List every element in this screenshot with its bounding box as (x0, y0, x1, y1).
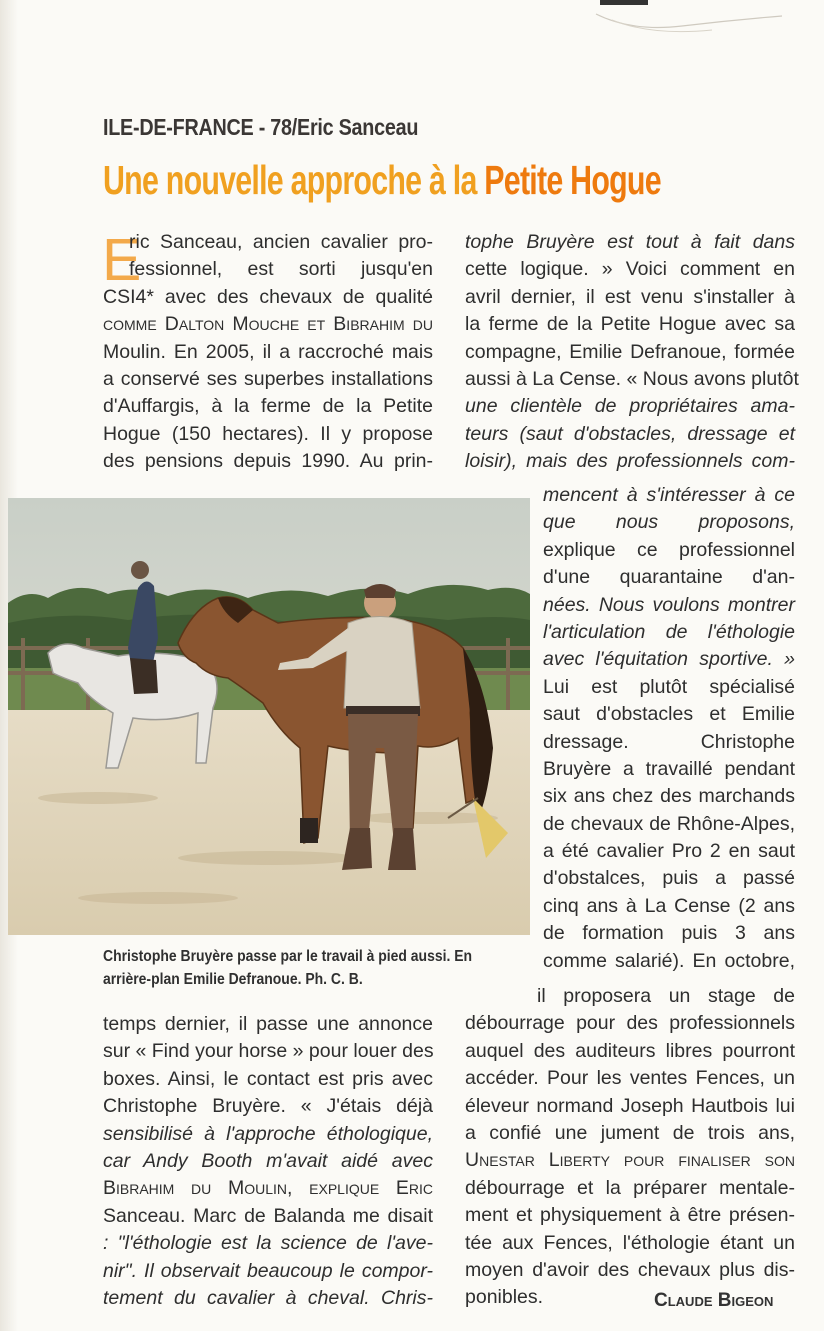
text-line: teurs (saut d'obstacles, dressage et (465, 422, 795, 445)
text-line: nir". Il observait beaucoup le compor- (103, 1259, 433, 1282)
column-left-top (103, 229, 433, 476)
text-line: explique ce professionnel (543, 538, 795, 561)
text-line: car Andy Booth m'avait aidé avec (103, 1149, 433, 1172)
text-line: sensibilisé à l'approche éthologique, (103, 1122, 433, 1145)
text-line: d'Auffargis, à la ferme de la Petite (103, 395, 433, 418)
text-line: mencent à s'intéresser à ce (543, 484, 795, 506)
text-line: l'articulation de l'éthologie (543, 620, 795, 643)
text-line: saut d'obstacles et Emilie (543, 703, 795, 726)
column-right-top (465, 229, 799, 476)
text-line: sur « Find your horse » pour louer des (103, 1040, 434, 1063)
text-line: tement du cavalier à cheval. Chris- (103, 1286, 433, 1309)
headline-part1: Une nouvelle approche à la (103, 157, 485, 203)
text-line: avec l'équitation sportive. » (543, 648, 795, 671)
text-line: Lui est plutôt spécialisé (543, 675, 795, 698)
text-line: éleveur normand Joseph Hautbois lui (465, 1094, 795, 1117)
text-line: fessionnel, est sorti jusqu'en (129, 258, 433, 281)
text-line: la ferme de la Petite Hogue avec sa (465, 313, 795, 336)
pen-scribble (592, 6, 792, 40)
text-line: loisir), mais des professionnels com- (465, 450, 795, 473)
text-line: cinq ans à La Cense (2 ans (543, 894, 795, 917)
text-line: de formation puis 3 ans (543, 922, 795, 945)
author-signature: Claude Bigeon (654, 1290, 774, 1311)
text-line: que nous proposons, (543, 511, 795, 534)
text-line: : "l'éthologie est la science de l'ave- (103, 1232, 433, 1255)
text-line: comme Dalton Mouche et Bibrahim du (103, 313, 433, 336)
caption-line: Christophe Bruyère passe par le travail à pied aussi. En (103, 948, 473, 965)
text-line: a conservé ses superbes installations (103, 367, 433, 390)
column-right-mid (543, 482, 795, 975)
text-line: boxes. Ainsi, le contact est pris avec (103, 1067, 433, 1090)
text-line: il proposera un stage de (537, 985, 795, 1007)
text-line: moyen d'avoir des chevaux plus dis- (465, 1258, 795, 1281)
photo-illustration (8, 498, 530, 935)
text-line: aussi à La Cense. « Nous avons plutôt (465, 367, 799, 390)
text-line: ponibles. (465, 1286, 544, 1309)
headline (103, 157, 661, 204)
text-line: six ans chez des marchands (543, 785, 795, 808)
text-line: de chevaux de Rhône-Alpes, (543, 812, 795, 835)
text-line: débourrage pour des professionnels (465, 1012, 795, 1035)
photo-caption (103, 945, 473, 991)
text-line: ment et physiquement à être présen- (465, 1204, 795, 1227)
text-line: tophe Bruyère est tout à fait dans (465, 231, 795, 253)
text-line: d'obstalces, puis a passé (543, 867, 795, 890)
text-line: des pensions depuis 1990. Au prin- (103, 450, 433, 473)
text-line: auquel des auditeurs libres pourront (465, 1039, 795, 1062)
text-line: nées. Nous voulons montrer (543, 593, 795, 616)
column-right-bottom (465, 983, 795, 1312)
text-line: Hogue (150 hectares). Il y propose (103, 422, 433, 445)
text-line: ric Sanceau, ancien cavalier pro- (129, 231, 433, 253)
text-line: compagne, Emilie Defranoue, formée (465, 340, 795, 363)
text-line: Bibrahim du Moulin, explique Eric (103, 1177, 433, 1200)
headline-part2: Petite Hogue (484, 157, 661, 203)
text-line: Bruyère a travaillé pendant (543, 757, 795, 780)
text-line: tée aux Fences, l'éthologie étant un (465, 1231, 795, 1254)
text-line: d'une quarantaine d'an- (543, 566, 795, 589)
caption-line: arrière-plan Emilie Defranoue. Ph. C. B. (103, 971, 363, 988)
photo-horse-training (8, 498, 530, 935)
section-rubric: ILE-DE-FRANCE - 78/Eric Sanceau (103, 114, 419, 140)
text-line: dressage. Christophe (543, 730, 795, 753)
scan-mark (600, 0, 648, 5)
text-line: Sanceau. Marc de Balanda me disait (103, 1204, 433, 1227)
text-line: accéder. Pour les ventes Fences, un (465, 1067, 795, 1090)
text-line: débourrage et la préparer mentale- (465, 1176, 795, 1199)
dropcap: E (102, 227, 142, 293)
text-line: Moulin. En 2005, il a raccroché mais (103, 340, 433, 363)
text-line: Christophe Bruyère. « J'étais déjà (103, 1095, 433, 1118)
text-line: avril dernier, il est venu s'installer à (465, 285, 795, 308)
text-line: a confié une jument de trois ans, (465, 1121, 795, 1144)
column-left-bottom (103, 1011, 433, 1312)
text-line: comme salarié). En octobre, (543, 949, 795, 972)
text-line: une clientèle de propriétaires ama- (465, 395, 795, 418)
text-line: a été cavalier Pro 2 en saut (543, 840, 795, 863)
text-line: Unestar Liberty pour finaliser son (465, 1149, 795, 1172)
text-line: temps dernier, il passe une annonce (103, 1013, 433, 1035)
text-line: cette logique. » Voici comment en (465, 258, 795, 281)
text-line: CSI4* avec des chevaux de qualité (103, 285, 433, 308)
